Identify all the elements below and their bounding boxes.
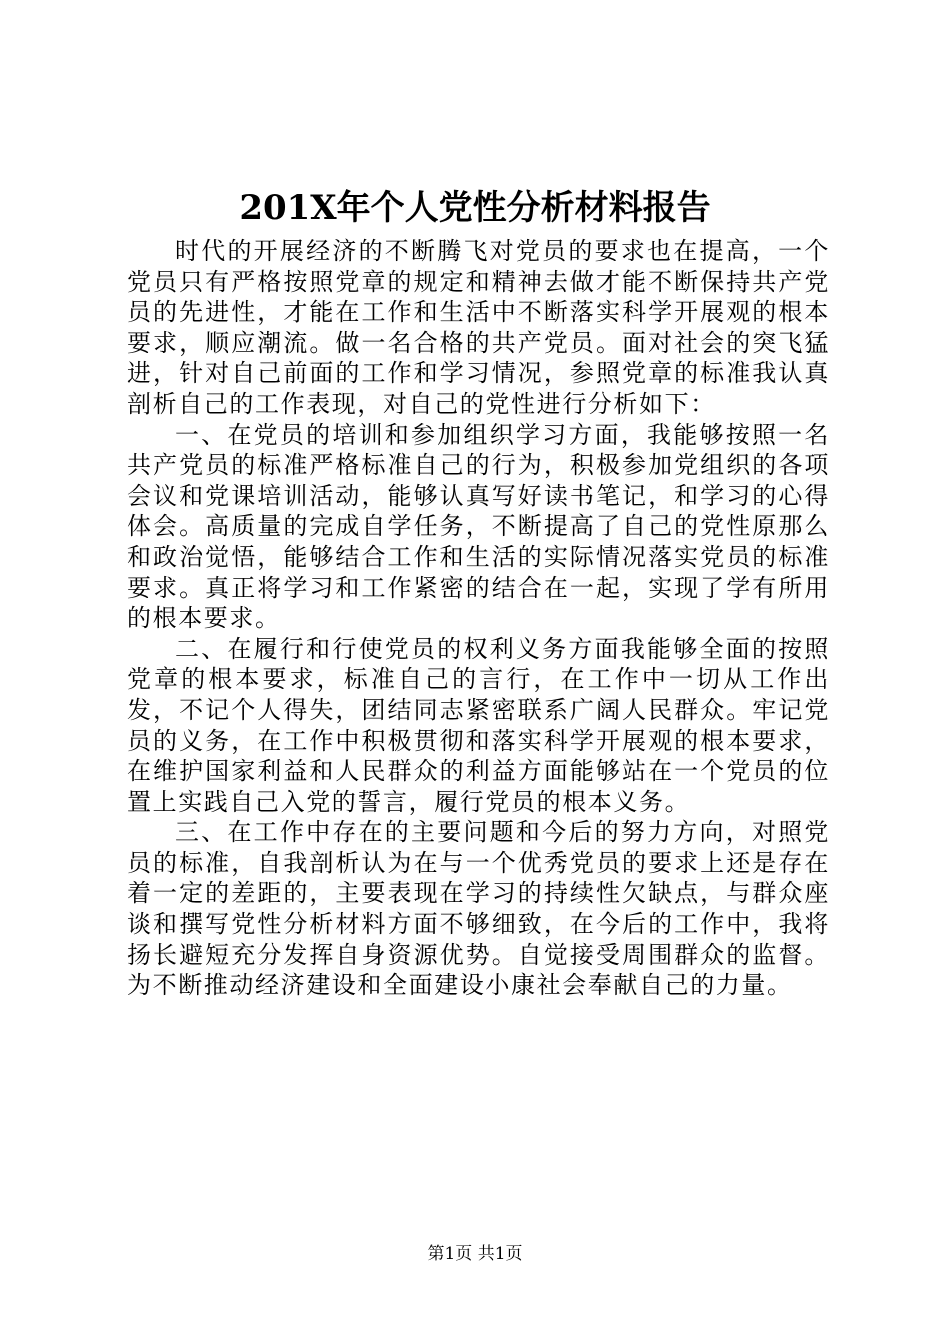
document-title: 201X年个人党性分析材料报告 [239,188,711,228]
intro-paragraph: 时代的开展经济的不断腾飞对党员的要求也在提高，一个党员只有严格按照党章的规定和精神去做才能不断保持共产党员的先进性，才能在工作和生活中不断落实科学开展观的根本要求，顺应潮流。做一名合格的共产党员。面对社会的突飞猛进，针对自己前面的工作和学习情况，参照党章的标准我认真剖析自己的工作表现，对自己的党性进行分析如下： [127,237,830,418]
section-two-paragraph: 二、在履行和行使党员的权利义务方面我能够全面的按照党章的根本要求，标准自己的言行，在工作中一切从工作出发，不记个人得失，团结同志紧密联系广阔人民群众。牢记党员的义务，在工作中积极贯彻和落实科学开展观的根本要求，在维护国家利益和人民群众的利益方面能够站在一个党员的位置上实践自己入党的誓言，履行党员的根本义务。 [127,634,830,816]
page-footer: 第1页 共1页 [427,1244,523,1264]
document-body [127,236,830,1001]
section-one-paragraph: 一、在党员的培训和参加组织学习方面，我能够按照一名共产党员的标准严格标准自己的行为，积极参加党组织的各项会议和党课培训活动，能够认真写好读书笔记，和学习的心得体会。高质量的完成自学任务，不断提高了自己的党性原那么和政治觉悟，能够结合工作和生活的实际情况落实党员的标准要求。真正将学习和工作紧密的结合在一起，实现了学有所用的根本要求。 [127,420,830,633]
section-three-paragraph: 三、在工作中存在的主要问题和今后的努力方向，对照党员的标准，自我剖析认为在与一个优秀党员的要求上还是存在着一定的差距的，主要表现在学习的持续性欠缺点，与群众座谈和撰写党性分析材料方面不够细致，在今后的工作中，我将扬长避短充分发挥自身资源优势。自觉接受周围群众的监督。为不断推动经济建设和全面建设小康社会奉献自己的力量。 [127,818,830,1000]
